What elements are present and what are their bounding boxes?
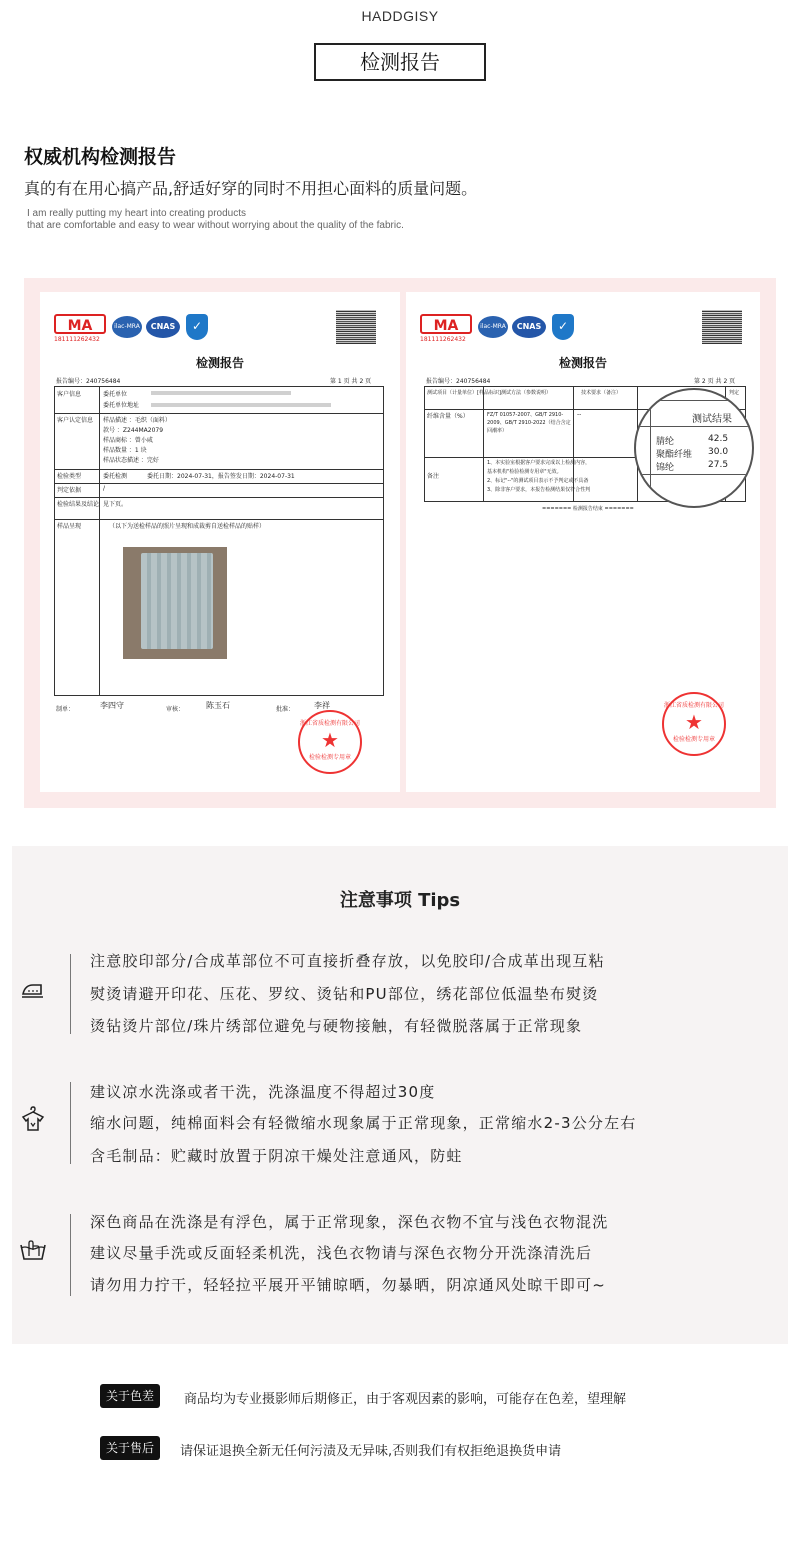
row-item: 样品商标 ：曾小咸	[103, 437, 153, 444]
row-item: 样品描述 ：毛织（面料）	[103, 417, 171, 424]
tech-requirement: --	[577, 411, 582, 418]
after-sales-note: 请保证退换全新无任何污渍及无异味,否则我们有权拒绝退换货申请	[180, 1444, 562, 1459]
qr-code-icon	[702, 310, 742, 344]
intro-english-line2: that are comfortable and easy to wear without worrying about the quality of the fabric.	[27, 220, 404, 231]
results-title: 测试结果	[692, 414, 732, 425]
report-images-panel	[24, 278, 776, 808]
official-stamp	[662, 692, 726, 756]
row-label: 判定依据	[57, 487, 82, 494]
cnas-logo: CNAS	[512, 316, 546, 338]
col-header: 技术要求（备注）	[581, 390, 622, 396]
table-row	[55, 497, 383, 520]
row-value: （以下为送检样品的照片呈现和成裁剪自送检样品的贴样）	[109, 523, 266, 530]
report-page-2	[406, 292, 760, 792]
signature: 李四守	[100, 701, 124, 710]
report1-no	[56, 376, 120, 385]
qr-code-icon	[336, 310, 376, 344]
result-value: 30.0	[708, 447, 729, 457]
tip-line: 烫钻烫片部位/珠片绣部位避免与硬物接触，有轻微脱落属于正常现象	[90, 1017, 583, 1035]
remark-line: 1、本实验室根据客户要求完成以上检测内容，	[487, 460, 591, 466]
tip-line: 请勿用力拧干，轻轻拉平展开平铺晾晒，勿暴晒，阴凉通风处晾干即可~	[90, 1276, 606, 1294]
result-value: 42.5	[708, 434, 729, 444]
cma-logo: MA	[54, 314, 106, 334]
stamp-arc-text: 浙江省质检测有限公司	[664, 702, 725, 709]
report1-no-value: 240756484	[86, 378, 121, 385]
remark-line: 基本机构"检验检测专用章"无效。	[487, 469, 562, 475]
ilac-logo: ilac-MRA	[112, 316, 142, 338]
report1-page: 第 1 页 共 2 页	[330, 378, 372, 385]
row-item: 样品数量 ：1 块	[103, 447, 147, 454]
result-name: 聚酯纤维	[656, 450, 693, 460]
tips-divider	[70, 1082, 71, 1164]
report2-title: 检测报告	[558, 356, 607, 370]
result-value: 27.5	[708, 460, 729, 470]
row-value: 见下页。	[103, 501, 128, 508]
row-label: 客户信息	[57, 391, 82, 398]
remark-line: 2、标记"--"的测试项目表示不予判定或不具备	[487, 478, 589, 484]
tip-line: 含毛制品：贮藏时放置于阴凉干燥处注意通风，防蛀	[90, 1147, 463, 1165]
row-item: 样品状态描述 ：完好	[103, 457, 159, 464]
col-header: 判定	[729, 390, 740, 396]
color-diff-note: 商品均为专业摄影师后期修正，由于客观因素的影响，可能存在色差，望理解	[184, 1392, 627, 1407]
tip-line: 深色商品在洗涤是有浮色，属于正常现象，深色衣物不宜与浅色衣物混洗	[90, 1213, 609, 1231]
cma-number: 181111262432	[54, 336, 100, 343]
table-row	[55, 519, 383, 695]
result-name: 锦纶	[656, 463, 675, 473]
test-method: FZ/T 01057-2007、GB/T 2910-2009、GB/T 2910-2022（结合含定回潮率）	[487, 412, 571, 434]
cma-number: 181111262432	[420, 336, 466, 343]
signature: 陈玉石	[206, 701, 230, 710]
iron-icon	[20, 976, 46, 1002]
col-header: 测试项目（计量单位）[样品标识]	[427, 390, 501, 396]
tip-line: 建议凉水洗涤或者干洗，洗涤温度不得超过30度	[90, 1083, 436, 1101]
table-row	[55, 483, 383, 498]
after-sales-badge: 关于售后	[100, 1436, 160, 1460]
cnas-logo: CNAS	[146, 316, 180, 338]
stamp-arc-text: 浙江省质检测有限公司	[300, 720, 361, 727]
row-key: 委托单位	[103, 391, 128, 398]
report-end-text: ======= 检测报告结束 =======	[542, 506, 634, 512]
cma-logo: MA	[420, 314, 472, 334]
row-key: 委托检测	[103, 473, 128, 480]
sign-label: 审核：	[166, 706, 185, 713]
table-row	[55, 387, 383, 414]
col-header: 测试方法（参数说明）	[501, 390, 552, 396]
check-shield-icon: ✓	[552, 314, 574, 340]
report2-no-label: 报告编号：	[426, 378, 457, 385]
page-title: 检测报告	[314, 43, 486, 81]
result-name: 腈纶	[656, 437, 675, 447]
tip-line: 缩水问题，纯棉面料会有轻微缩水现象属于正常现象，正常缩水2-3公分左右	[90, 1114, 637, 1132]
color-diff-badge: 关于色差	[100, 1384, 160, 1408]
row-item: 款号 ：Z244MA2079	[103, 427, 164, 434]
intro-heading: 权威机构检测报告	[24, 146, 177, 168]
hand-wash-icon	[20, 1236, 46, 1262]
official-stamp	[298, 710, 362, 774]
row-key: 委托单位地址	[103, 402, 140, 409]
remark-label: 备注	[427, 473, 440, 480]
intro-subheading: 真的有在用心搞产品,舒适好穿的同时不用担心面料的质量问题。	[24, 179, 478, 198]
results-magnifier	[634, 388, 754, 508]
table-row	[55, 469, 383, 484]
tips-divider	[70, 954, 71, 1034]
tips-divider	[70, 1214, 71, 1296]
tip-line: 建议尽量手洗或反面轻柔机洗，浅色衣物请与深色衣物分开洗涤清洗后	[90, 1244, 593, 1262]
report2-no-value: 240756484	[456, 378, 491, 385]
remark-line: 3、除非客户要求，本报告检测结果仅符合性判	[487, 487, 591, 493]
brand-name: HADDGISY	[361, 8, 439, 24]
sign-label: 制单：	[56, 706, 75, 713]
redacted-text	[151, 391, 291, 395]
signature: 李祥	[314, 701, 330, 710]
intro-english	[27, 208, 404, 232]
test-item: 纤维含量（%）	[427, 413, 469, 420]
row-label: 检验结果及结论	[57, 501, 100, 508]
star-icon: ★	[685, 710, 703, 734]
hanger-shirt-icon	[20, 1106, 46, 1132]
report1-no-label: 报告编号：	[56, 378, 87, 385]
knit-sample	[141, 553, 213, 649]
tip-line: 熨烫请避开印花、压花、罗纹、烫钻和PU部位，绣花部位低温垫布熨烫	[90, 985, 599, 1003]
check-shield-icon: ✓	[186, 314, 208, 340]
tips-title: 注意事项 Tips	[339, 890, 461, 911]
redacted-text	[151, 403, 331, 407]
row-value: /	[103, 485, 106, 492]
row-dates: 委托日期：2024-07-31，报告签发日期：2024-07-31	[147, 473, 295, 480]
report1-title: 检测报告	[195, 356, 244, 370]
report-page-1	[40, 292, 400, 792]
row-label: 检验类型	[57, 473, 82, 480]
stamp-text: 检验检测专用章	[672, 736, 715, 743]
tip-line: 注意胶印部分/合成革部位不可直接折叠存放，以免胶印/合成革出现互粘	[90, 952, 605, 970]
table-row	[55, 413, 383, 470]
report2-page: 第 2 页 共 2 页	[694, 378, 736, 385]
report1-table	[54, 386, 384, 696]
row-label: 样品呈现	[57, 523, 82, 530]
report2-no	[426, 376, 490, 385]
sample-photo	[123, 547, 227, 659]
row-label: 客户认定信息	[57, 417, 94, 424]
sign-label: 批准：	[276, 706, 295, 713]
intro-english-line1: I am really putting my heart into creating products	[27, 208, 246, 219]
stamp-text: 检验检测专用章	[308, 754, 351, 761]
star-icon: ★	[321, 728, 339, 752]
ilac-logo: ilac-MRA	[478, 316, 508, 338]
